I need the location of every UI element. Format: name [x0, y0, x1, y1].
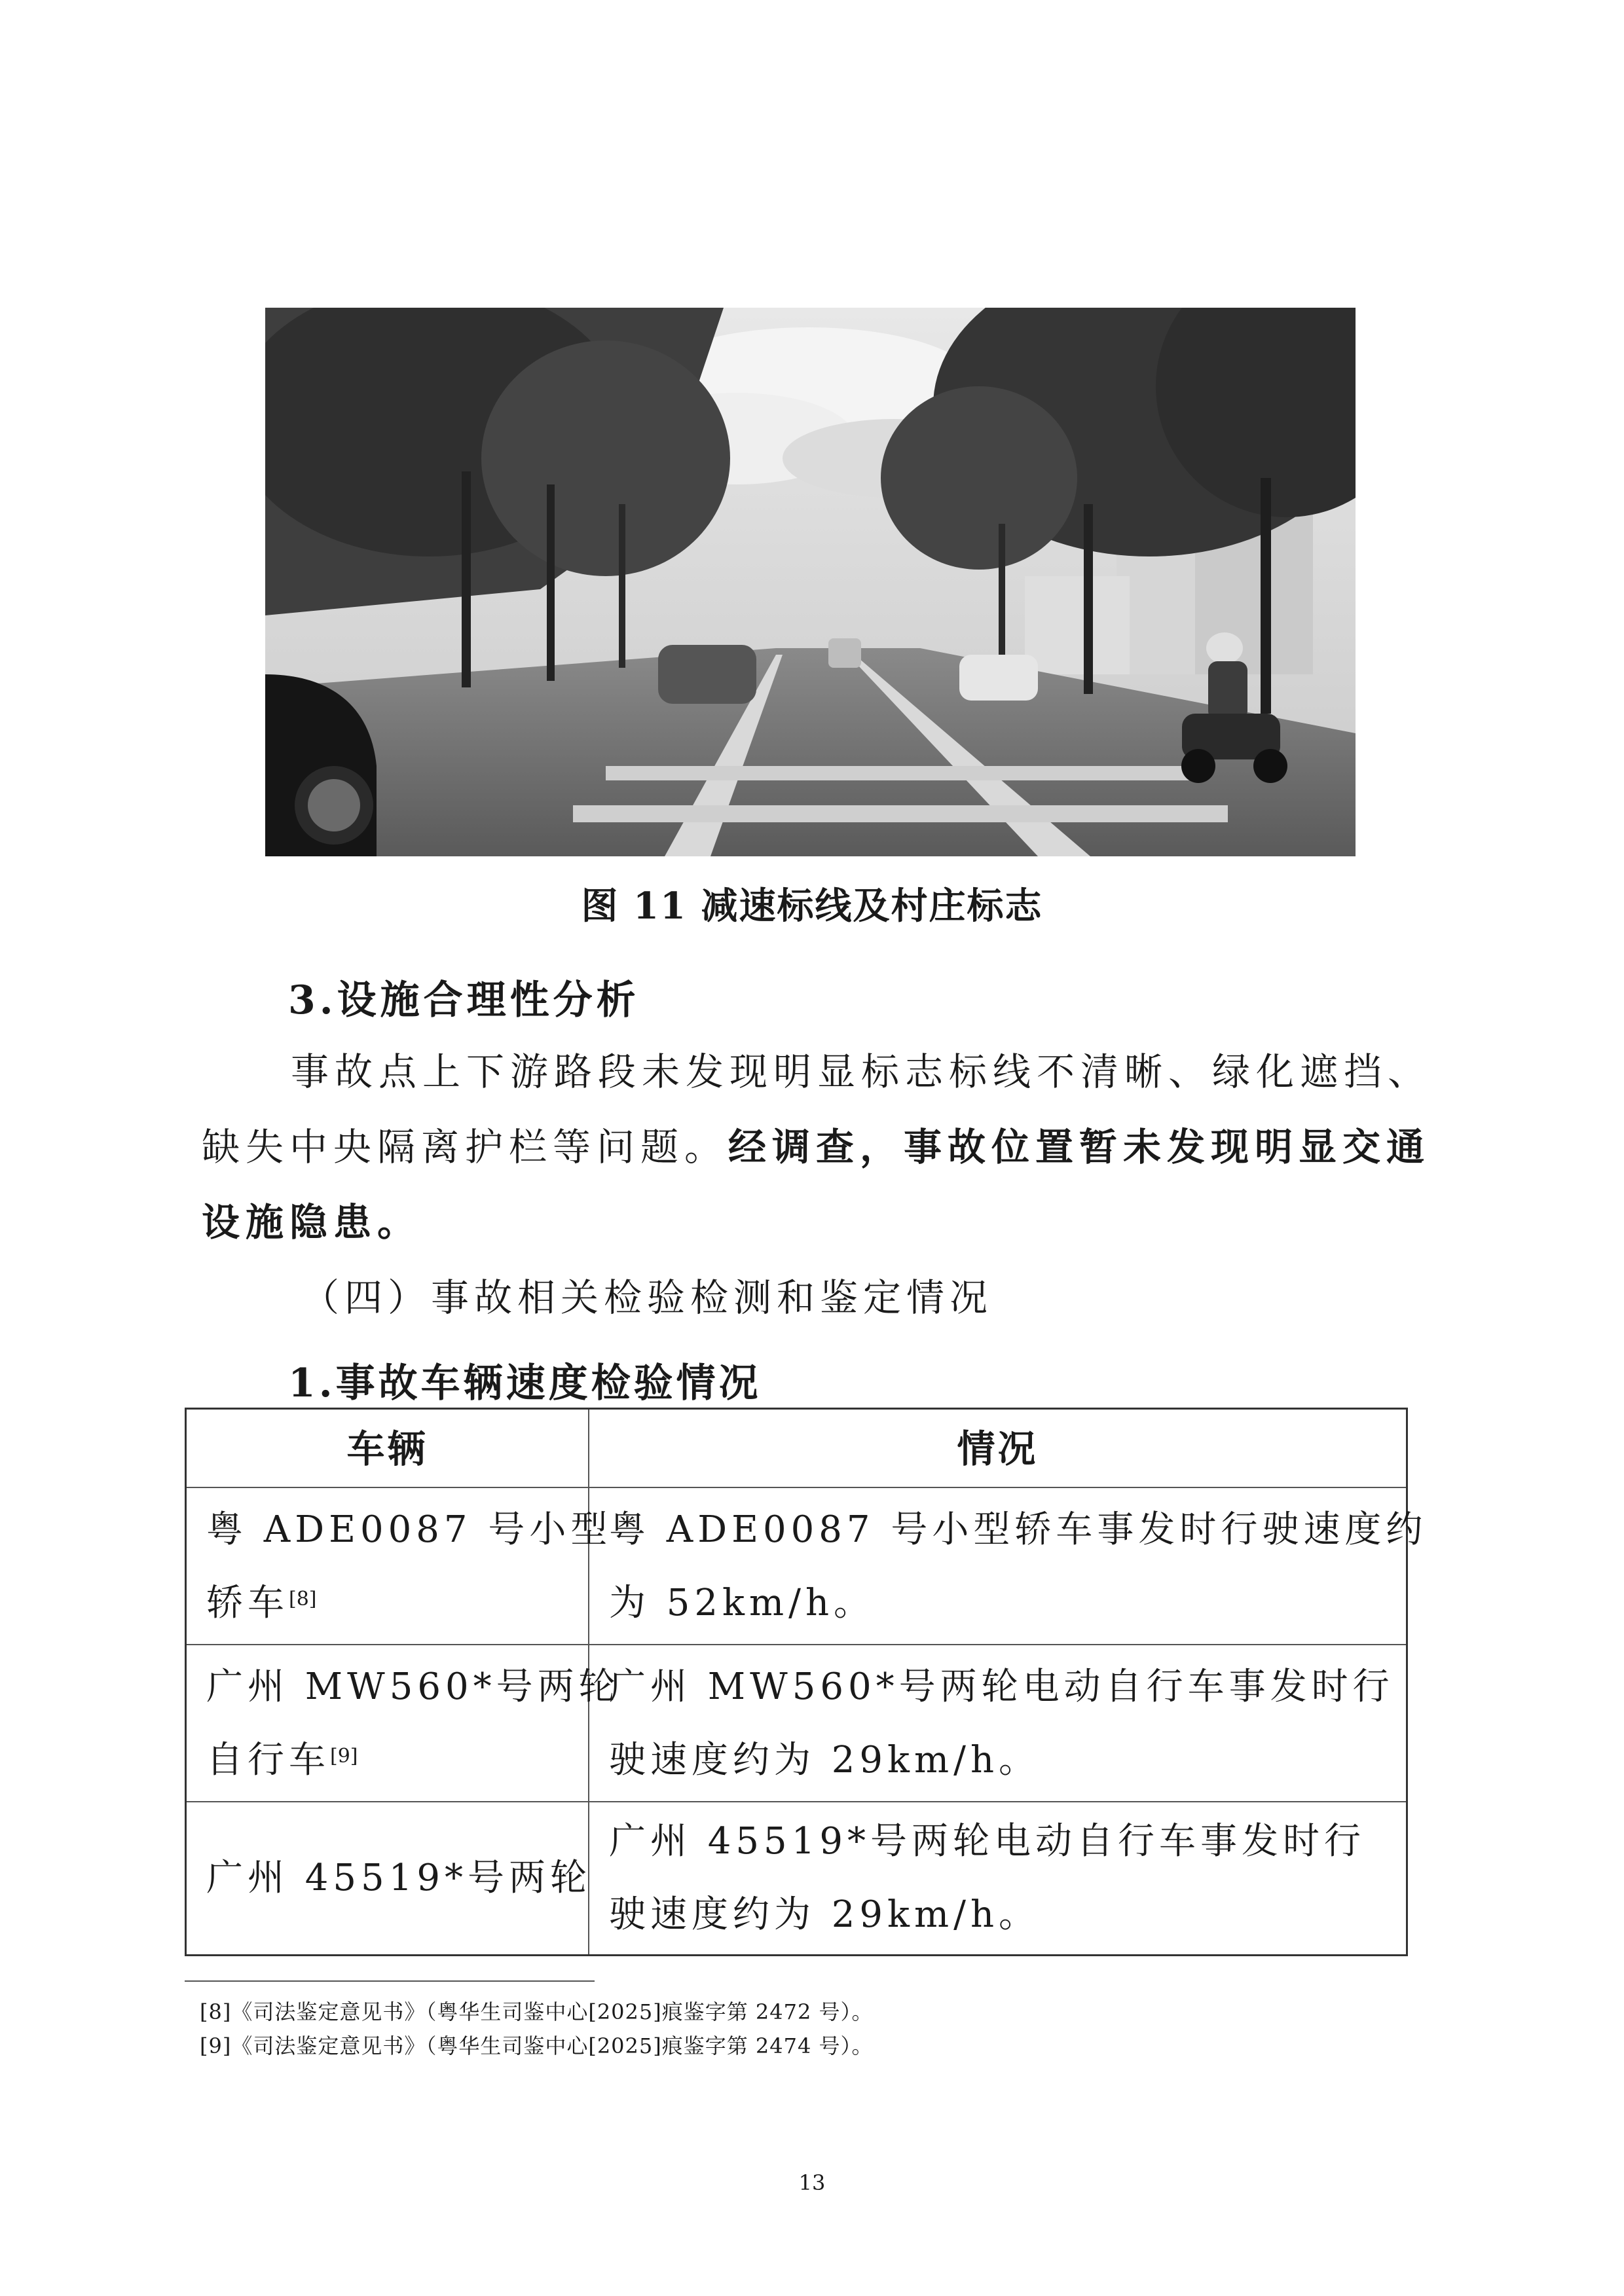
footnote-ref: [9] [330, 1745, 358, 1768]
vehicle-cell [187, 1645, 620, 1801]
road-photo [265, 308, 1356, 856]
paragraph-text: 缺失中央隔离护栏等问题。 [202, 1125, 729, 1169]
vehicle-cell [187, 1802, 589, 1954]
situation-line: 为 52km/h。 [609, 1582, 876, 1624]
street-scene-image [265, 308, 1356, 856]
paragraph-text: 事故点上下游路段未发现明显标志标线不清晰、绿化遮挡、 [291, 1049, 1432, 1094]
vehicle-text: 轿车 [206, 1582, 289, 1624]
situation-line: 广州 45519*号两轮电动自行车事发时行 [609, 1820, 1365, 1863]
situation-line: 粤 ADE0087 号小型轿车事发时行驶速度约 [609, 1508, 1428, 1551]
situation-cell [589, 1802, 1406, 1954]
footnote-divider [185, 1980, 595, 1982]
vehicle-text: 自行车 [206, 1739, 330, 1781]
section-heading-inspection: （四）事故相关检验检测和鉴定情况 [301, 1275, 993, 1320]
vehicle-line [206, 1724, 570, 1797]
paragraph-bold-text: 经调查，事故位置暂未发现明显交通 [728, 1125, 1431, 1169]
speed-inspection-table [185, 1408, 1428, 1956]
paragraph-bold-text: 设施隐患。 [202, 1200, 422, 1245]
situation-line: 驶速度约为 29km/h。 [609, 1739, 1041, 1781]
situation-line: 驶速度约为 29km/h。 [609, 1893, 1041, 1936]
section-heading-facility-analysis: 3.设施合理性分析 [288, 977, 640, 1023]
table-header-row [187, 1410, 1406, 1488]
vehicle-line: 广州 MW560*号两轮 [206, 1666, 620, 1708]
situation-line: 广州 MW560*号两轮电动自行车事发时行 [609, 1666, 1394, 1708]
header-vehicle: 车辆 [187, 1410, 589, 1487]
situation-cell [589, 1488, 1428, 1644]
subheading-speed-inspection: 1.事故车辆速度检验情况 [288, 1360, 762, 1406]
table-row [187, 1802, 1406, 1954]
vehicle-line: 粤 ADE0087 号小型 [206, 1508, 612, 1551]
table-row [187, 1645, 1406, 1802]
footnote-ref: [8] [289, 1588, 317, 1611]
paragraph-line-3 [202, 1185, 1433, 1260]
paragraph-line-1 [202, 1034, 1433, 1110]
vehicle-cell [187, 1488, 612, 1644]
vehicle-line [206, 1567, 570, 1640]
figure-caption: 图 11 减速标线及村庄标志 [581, 884, 1043, 928]
situation-cell [589, 1645, 1406, 1801]
header-situation: 情况 [957, 1427, 1039, 1471]
footnote-8: [8]《司法鉴定意见书》（粤华生司鉴中心[2025]痕鉴字第 2472 号）。 [200, 1999, 874, 2024]
footnote-9: [9]《司法鉴定意见书》（粤华生司鉴中心[2025]痕鉴字第 2474 号）。 [200, 2033, 874, 2058]
vehicle-line: 广州 45519*号两轮 [206, 1857, 591, 1899]
paragraph-line-2 [202, 1110, 1433, 1185]
table-row [187, 1488, 1428, 1645]
page-number: 13 [798, 2170, 826, 2195]
